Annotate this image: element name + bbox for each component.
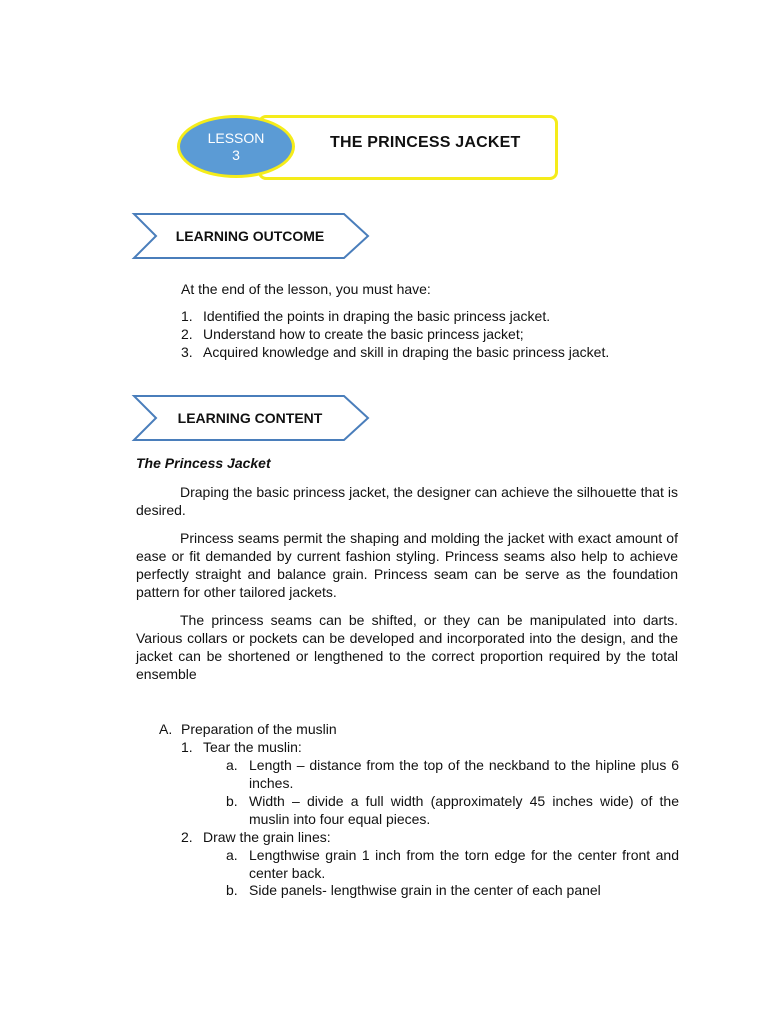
lesson-badge-number: 3 (232, 146, 240, 163)
outline-num-1: 1. (181, 739, 193, 755)
outline-text-a: Preparation of the muslin (181, 721, 337, 737)
outline-text-2b: Side panels- lengthwise grain in the center of each panel (249, 882, 601, 898)
lesson-badge (177, 115, 295, 178)
list-text: Acquired knowledge and skill in draping the basic princess jacket. (203, 344, 610, 360)
outline-text-1a: Length – distance from the top of the neckband to the hipline plus 6 inches. (249, 757, 679, 791)
section-subtitle: The Princess Jacket (136, 455, 271, 471)
outline-text-2: Draw the grain lines: (203, 829, 331, 845)
outline-label-1a: a. (226, 757, 238, 773)
list-number: 3. (181, 344, 193, 360)
lesson-badge-word: LESSON (207, 129, 265, 146)
lesson-title: THE PRINCESS JACKET (330, 134, 521, 151)
paragraph (136, 611, 678, 683)
outline-num-2: 2. (181, 829, 193, 845)
outline-label-2a: a. (226, 847, 238, 863)
list-number: 1. (181, 308, 193, 324)
list-item (181, 325, 681, 343)
outline-label-a: A. (159, 721, 173, 737)
outline-text-2a: Lengthwise grain 1 inch from the torn edge for the center front and center back. (249, 847, 679, 881)
list-number: 2. (181, 326, 193, 342)
paragraph-text: The princess seams can be shifted, or they can be manipulated into darts. Various collars or pockets can be developed and incorporated into the design, and the jacket can be shortened or lengthened to the correct proportion required by the total ensemble (136, 612, 678, 682)
outcome-intro: At the end of the lesson, you must have: (181, 281, 431, 297)
paragraph (136, 483, 678, 519)
learning-outcome-heading: LEARNING OUTCOME (175, 228, 325, 244)
list-text: Understand how to create the basic princess jacket; (203, 326, 524, 342)
outline-label-2b: b. (226, 882, 238, 898)
outline-text-1b: Width – divide a full width (approximately 45 inches wide) of the muslin into four equal pieces. (249, 793, 679, 827)
paragraph-text: Draping the basic princess jacket, the designer can achieve the silhouette that is desired. (136, 484, 678, 518)
list-text: Identified the points in draping the basic princess jacket. (203, 308, 551, 324)
outline-text-1: Tear the muslin: (203, 739, 302, 755)
list-item (181, 343, 681, 361)
list-item (181, 307, 681, 325)
paragraph (136, 529, 678, 601)
paragraph-text: Princess seams permit the shaping and molding the jacket with exact amount of ease or fit demanded by current fashion styling. Princess seams also help to achieve perfectly straight and balance grain. Princess seam can be serve as the foundation pattern for other tailored jackets. (136, 530, 678, 600)
outline-label-1b: b. (226, 793, 238, 809)
outcome-list (181, 307, 681, 361)
learning-content-heading: LEARNING CONTENT (177, 410, 323, 426)
